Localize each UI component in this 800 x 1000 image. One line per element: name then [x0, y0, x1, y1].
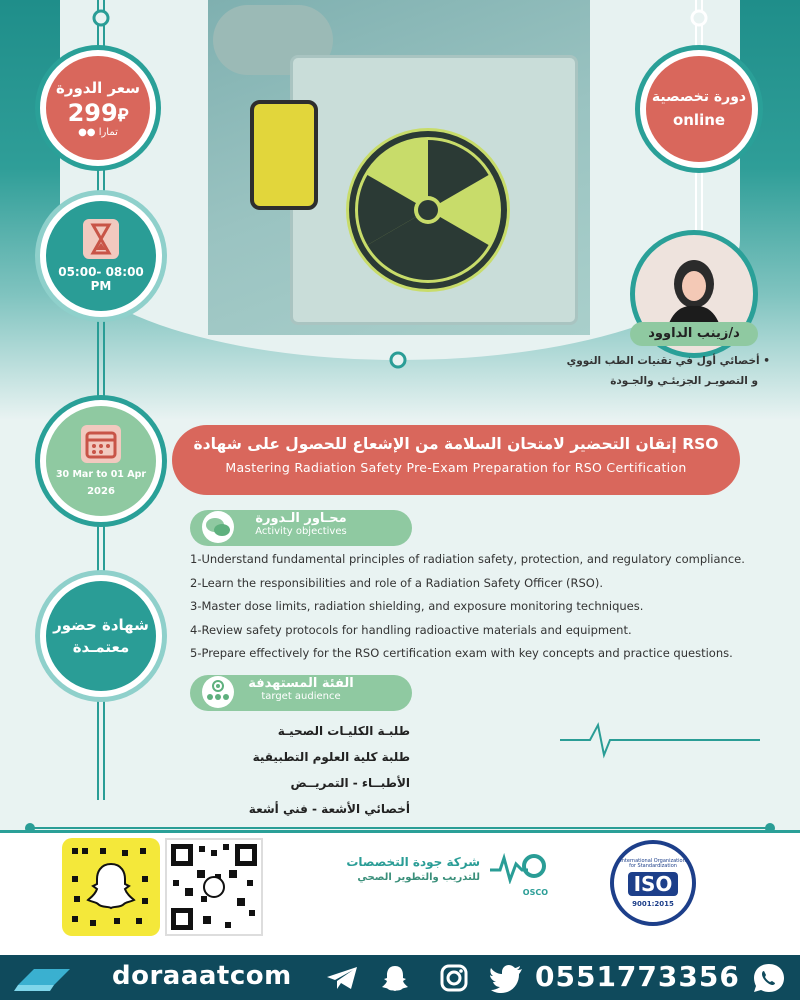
course-type-line2: online — [672, 111, 726, 129]
telegram-icon[interactable] — [325, 965, 359, 991]
whatsapp-icon[interactable] — [752, 962, 786, 994]
osco-logo — [488, 850, 548, 897]
objective-item: 3-Master dose limits, radiation shielding, and exposure monitoring techniques. — [190, 599, 644, 613]
installments-label: ●● تمارا — [78, 126, 118, 138]
contact-phone[interactable]: 0551773356 — [535, 960, 740, 993]
price-label: سعر الدورة — [55, 78, 141, 97]
certificate-badge — [40, 575, 162, 697]
certificate-line1: شهادة حضور — [53, 616, 149, 634]
snapchat-qr-code[interactable] — [62, 838, 160, 936]
instructor-bio — [560, 355, 770, 387]
objective-item: 4-Review safety protocols for handling radioactive materials and equipment. — [190, 622, 632, 637]
instructor-bio-line2: و التصويـر الجزيئـي والجـودة — [610, 375, 758, 387]
iso-label: ISO — [628, 872, 679, 896]
contact-handle[interactable]: doraaatcom — [112, 961, 292, 991]
target-people-icon — [200, 675, 236, 709]
course-title-bar — [172, 425, 740, 495]
twitter-icon[interactable] — [490, 965, 524, 993]
hourglass-icon — [83, 219, 119, 259]
objective-item: 1-Understand fundamental principles of radiation safety, protection, and regulatory compliance. — [190, 552, 745, 566]
audience-item: الأطبــاء - التمريــض — [290, 776, 410, 790]
course-type-badge — [640, 50, 758, 168]
date-line2: 2026 — [87, 486, 115, 497]
contact-bar — [0, 955, 800, 1000]
audience-heading-ar: الفئة المستهدفة — [248, 676, 354, 691]
company-name-ar: شركة جودة التخصصات — [346, 855, 480, 869]
company-sub-ar: للتدريب والتطوير الصحي — [357, 872, 480, 883]
time-badge — [40, 195, 162, 317]
audience-list — [200, 724, 410, 828]
course-type-line1: دورة تخصصية — [651, 89, 747, 105]
instagram-icon[interactable] — [440, 964, 468, 992]
whatsapp-qr-code[interactable] — [165, 838, 263, 936]
calendar-icon — [81, 425, 121, 463]
price-badge — [40, 50, 156, 166]
iso-badge — [610, 840, 696, 926]
snapchat-icon[interactable] — [380, 963, 410, 993]
price-amount: 299 — [67, 98, 118, 127]
qr-pattern-icon — [167, 840, 261, 934]
osco-logo-text: OSCO — [522, 888, 548, 897]
audience-item: أخصائي الأشعة - فني أشعة — [248, 802, 410, 816]
time-text: 05:00- 08:00 PM — [58, 265, 144, 293]
audience-heading-en: target audience — [261, 691, 341, 702]
chat-bubbles-icon — [200, 510, 236, 544]
company-name — [320, 855, 480, 883]
currency-icon: ⃁ — [117, 104, 129, 126]
course-title-en: Mastering Radiation Safety Pre-Exam Preparation for RSO Certification — [225, 460, 687, 475]
certificate-line2: معتمـدة — [72, 638, 130, 656]
objectives-list — [190, 552, 745, 670]
audience-item: طلبـة الكليـات الصحيـة — [277, 724, 410, 738]
objectives-heading-en: Activity objectives — [255, 526, 347, 537]
laptop-logo-icon — [14, 963, 74, 993]
iso-code: 9001:2015 — [632, 899, 674, 908]
audience-item: طلبة كلية العلوم التطبيقية — [252, 750, 410, 764]
instructor-bio-line1: أخصائي أول في تقنيات الطب النووي • — [566, 355, 770, 367]
course-title-ar: إتقان التحضير لامتحان السلامة من الإشعاع للحصول على شهادة RSO — [193, 435, 719, 453]
objective-item: 5-Prepare effectively for the RSO certification exam with key concepts and practice questions. — [190, 646, 733, 660]
instructor-name: د/زينب الداوود — [630, 322, 758, 346]
date-badge — [40, 400, 162, 522]
heartbeat-logo-icon — [488, 850, 548, 884]
date-line1: 30 Mar to 01 Apr — [55, 469, 147, 480]
snapchat-ghost-icon — [70, 846, 152, 928]
iso-ring-text: International Organization for Standardization — [620, 857, 686, 869]
objectives-heading-ar: محـاور الـدورة — [255, 511, 347, 526]
objective-item: 2-Learn the responsibilities and role of a Radiation Safety Officer (RSO). — [190, 575, 604, 590]
